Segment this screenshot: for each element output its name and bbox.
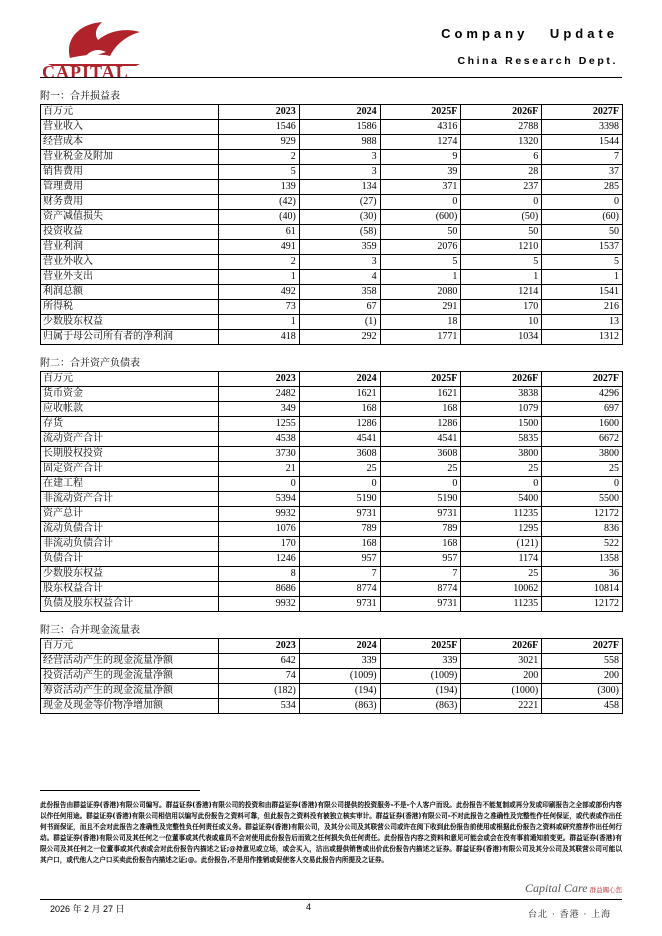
table-row	[41, 684, 623, 699]
value-cell: 168	[299, 537, 380, 552]
value-cell: 1358	[542, 552, 623, 567]
table-row	[41, 135, 623, 150]
value-cell: 5	[461, 255, 542, 270]
value-cell: 2080	[380, 285, 461, 300]
value-cell: 697	[542, 402, 623, 417]
table-header-row	[41, 639, 623, 654]
table-row	[41, 597, 623, 612]
value-cell: (121)	[461, 537, 542, 552]
row-label: 营业利润	[41, 240, 219, 255]
value-cell: (1009)	[380, 669, 461, 684]
table-row	[41, 654, 623, 669]
table-row	[41, 150, 623, 165]
table-row	[41, 285, 623, 300]
row-label: 营业外支出	[41, 270, 219, 285]
value-cell: 1541	[542, 285, 623, 300]
value-cell: 292	[299, 330, 380, 345]
value-cell: 200	[542, 669, 623, 684]
table-row	[41, 240, 623, 255]
value-cell: 359	[299, 240, 380, 255]
value-cell: 4	[299, 270, 380, 285]
logo-text: CAPITAL	[42, 62, 129, 82]
value-cell: 1174	[461, 552, 542, 567]
value-cell: 2	[219, 255, 300, 270]
row-label: 所得税	[41, 300, 219, 315]
value-cell: 18	[380, 315, 461, 330]
legal-disclaimer: 此份报告由群益证券(香港)有限公司编写。群益证券(香港)有限公司的投资和由群益证券(香港)有限公司提供的投资服务-不是-个人客户而设。此份报告不能复制或再分发或印刷报告之全部或部份内容以作任何用途。群益证券(香港)有限公司相信用以编写此份报告之资料可靠，但此报告之资料没有被独立核实审计。群益证券(香港)有限公司-不对此报告之准确性及完整性作任何保证，或代表或作出任何书面保证，而且不会对此报告之准确性及完整性负任何责任或义务。群益证券(香港)有限公司，及其分公司及其联营公司或许在阅下收到此份报告前使用或根据此份报告之资料或研究推荐作出任何行动。群益证券(香港)有限公司及其任何之一位董事或其代表或雇员不会对使用此份报告后而致之任何损失负任何责任。此份报告内容之资料和意见可能会或会在没有事前通知前变更。群益证券(香港)有限公司及其任何之一位董事或其代表或会对此份报告内描述之证;@持意见或立场，或会买入，沽出或提供销售或出价此份报告内描述之证券。群益证券(香港)有限公司及其分公司及其联营公司可能以其户口，或代他人之户口买卖此份报告内描述之证;@。此份报告,不是用作推销或促使客人交易此报告内所提及之证券。	[40, 801, 622, 864]
row-label: 负债及股东权益合计	[41, 597, 219, 612]
value-cell: 168	[380, 537, 461, 552]
section-title: 附二：合并资产负债表	[40, 358, 140, 369]
value-cell: (600)	[380, 210, 461, 225]
value-cell: 534	[219, 699, 300, 714]
row-label: 非流动负债合计	[41, 537, 219, 552]
year-header: 2023	[219, 639, 300, 654]
value-cell: 8774	[299, 582, 380, 597]
table-row	[41, 300, 623, 315]
value-cell: 0	[461, 195, 542, 210]
table-row	[41, 477, 623, 492]
value-cell: 25	[299, 462, 380, 477]
row-label: 营业外收入	[41, 255, 219, 270]
value-cell: 11235	[461, 507, 542, 522]
office-cities: 台北 · 香港 · 上海	[528, 910, 612, 920]
page-number: 4	[306, 902, 312, 912]
value-cell: 3800	[461, 447, 542, 462]
value-cell: 1537	[542, 240, 623, 255]
value-cell: 339	[299, 654, 380, 669]
table-row	[41, 507, 623, 522]
value-cell: 11235	[461, 597, 542, 612]
value-cell: 4538	[219, 432, 300, 447]
value-cell: 1	[461, 270, 542, 285]
value-cell: 5500	[542, 492, 623, 507]
income-statement-table	[40, 104, 623, 345]
value-cell: 418	[219, 330, 300, 345]
value-cell: 1621	[380, 387, 461, 402]
value-cell: 5835	[461, 432, 542, 447]
header-divider	[40, 77, 622, 78]
row-label: 固定资产合计	[41, 462, 219, 477]
value-cell: (1009)	[299, 669, 380, 684]
value-cell: 7	[299, 567, 380, 582]
value-cell: 74	[219, 669, 300, 684]
year-header: 2026F	[461, 105, 542, 120]
value-cell: 50	[461, 225, 542, 240]
year-header: 2025F	[380, 105, 461, 120]
value-cell: 7	[542, 150, 623, 165]
value-cell: 1586	[299, 120, 380, 135]
table-row	[41, 315, 623, 330]
value-cell: 285	[542, 180, 623, 195]
row-label: 流动资产合计	[41, 432, 219, 447]
value-cell: 1	[542, 270, 623, 285]
value-cell: 1544	[542, 135, 623, 150]
row-label: 长期股权投资	[41, 447, 219, 462]
table-row	[41, 462, 623, 477]
value-cell: 21	[219, 462, 300, 477]
table-row	[41, 330, 623, 345]
year-header: 2024	[299, 105, 380, 120]
row-label: 销售费用	[41, 165, 219, 180]
row-label: 归属于母公司所有者的净利润	[41, 330, 219, 345]
table-row	[41, 165, 623, 180]
value-cell: 9731	[380, 507, 461, 522]
value-cell: 2221	[461, 699, 542, 714]
value-cell: 3	[299, 165, 380, 180]
balance-sheet-table	[40, 371, 623, 612]
value-cell: 237	[461, 180, 542, 195]
value-cell: 10814	[542, 582, 623, 597]
value-cell: 0	[380, 195, 461, 210]
value-cell: (1)	[299, 315, 380, 330]
value-cell: 1	[219, 315, 300, 330]
value-cell: 0	[542, 477, 623, 492]
row-label: 在建工程	[41, 477, 219, 492]
unit-label: 百万元	[41, 372, 219, 387]
value-cell: 9731	[299, 507, 380, 522]
year-header: 2024	[299, 639, 380, 654]
year-header: 2027F	[542, 372, 623, 387]
value-cell: 5	[542, 255, 623, 270]
value-cell: 37	[542, 165, 623, 180]
value-cell: 558	[542, 654, 623, 669]
value-cell: 5394	[219, 492, 300, 507]
table-row	[41, 402, 623, 417]
table-row	[41, 120, 623, 135]
value-cell: 2	[219, 150, 300, 165]
value-cell: 13	[542, 315, 623, 330]
value-cell: 1600	[542, 417, 623, 432]
year-header: 2023	[219, 105, 300, 120]
footnote-divider	[40, 790, 200, 791]
year-header: 2025F	[380, 639, 461, 654]
row-label: 筹资活动产生的现金流量净额	[41, 684, 219, 699]
value-cell: 170	[461, 300, 542, 315]
table-row	[41, 225, 623, 240]
value-cell: (42)	[219, 195, 300, 210]
value-cell: 836	[542, 522, 623, 537]
row-label: 投资活动产生的现金流量净额	[41, 669, 219, 684]
section-title: 附一：合并损益表	[40, 91, 120, 102]
table-header-row	[41, 372, 623, 387]
value-cell: 1	[219, 270, 300, 285]
table-row	[41, 432, 623, 447]
value-cell: 3608	[299, 447, 380, 462]
table-row	[41, 492, 623, 507]
value-cell: (50)	[461, 210, 542, 225]
value-cell: 1274	[380, 135, 461, 150]
value-cell: 1286	[380, 417, 461, 432]
row-label: 经营成本	[41, 135, 219, 150]
table-row	[41, 180, 623, 195]
value-cell: 8774	[380, 582, 461, 597]
value-cell: 9	[380, 150, 461, 165]
year-header: 2024	[299, 372, 380, 387]
row-label: 投资收益	[41, 225, 219, 240]
cash-flow-table	[40, 638, 623, 714]
value-cell: 170	[219, 537, 300, 552]
value-cell: 349	[219, 402, 300, 417]
unit-label: 百万元	[41, 105, 219, 120]
value-cell: 957	[299, 552, 380, 567]
value-cell: (194)	[299, 684, 380, 699]
value-cell: 1246	[219, 552, 300, 567]
value-cell: 491	[219, 240, 300, 255]
value-cell: (300)	[542, 684, 623, 699]
value-cell: 39	[380, 165, 461, 180]
value-cell: 3838	[461, 387, 542, 402]
value-cell: 5	[219, 165, 300, 180]
year-header: 2023	[219, 372, 300, 387]
value-cell: (58)	[299, 225, 380, 240]
section-title: 附三：合并现金流量表	[40, 625, 140, 636]
value-cell: 9731	[380, 597, 461, 612]
value-cell: 134	[299, 180, 380, 195]
value-cell: 6	[461, 150, 542, 165]
department-subtitle: China Research Dept.	[457, 55, 618, 67]
table-row	[41, 195, 623, 210]
year-header: 2025F	[380, 372, 461, 387]
value-cell: 61	[219, 225, 300, 240]
value-cell: 2076	[380, 240, 461, 255]
value-cell: 9932	[219, 507, 300, 522]
year-header: 2027F	[542, 105, 623, 120]
value-cell: 3398	[542, 120, 623, 135]
value-cell: (194)	[380, 684, 461, 699]
value-cell: 2788	[461, 120, 542, 135]
row-label: 非流动资产合计	[41, 492, 219, 507]
row-label: 利润总额	[41, 285, 219, 300]
value-cell: 371	[380, 180, 461, 195]
value-cell: 0	[299, 477, 380, 492]
value-cell: (863)	[380, 699, 461, 714]
value-cell: 1079	[461, 402, 542, 417]
value-cell: 1771	[380, 330, 461, 345]
table-row	[41, 387, 623, 402]
brand-cn: 群益關心您	[589, 887, 623, 894]
value-cell: 7	[380, 567, 461, 582]
table-row	[41, 699, 623, 714]
value-cell: 339	[380, 654, 461, 669]
value-cell: 1295	[461, 522, 542, 537]
value-cell: 1500	[461, 417, 542, 432]
value-cell: 8	[219, 567, 300, 582]
value-cell: 1	[380, 270, 461, 285]
value-cell: 216	[542, 300, 623, 315]
year-header: 2026F	[461, 372, 542, 387]
brand-name: Capital Care	[525, 881, 588, 895]
table-row	[41, 552, 623, 567]
value-cell: 492	[219, 285, 300, 300]
table-row	[41, 567, 623, 582]
value-cell: 3800	[542, 447, 623, 462]
table-header-row	[41, 105, 623, 120]
value-cell: 1214	[461, 285, 542, 300]
report-type-title: Company Update	[441, 26, 618, 41]
value-cell: 25	[380, 462, 461, 477]
value-cell: 12172	[542, 597, 623, 612]
value-cell: 1546	[219, 120, 300, 135]
value-cell: (182)	[219, 684, 300, 699]
value-cell: 25	[461, 567, 542, 582]
value-cell: (60)	[542, 210, 623, 225]
row-label: 经营活动产生的现金流量净额	[41, 654, 219, 669]
value-cell: 291	[380, 300, 461, 315]
row-label: 少数股东权益	[41, 567, 219, 582]
year-header: 2027F	[542, 639, 623, 654]
report-date: 2026 年 2 月 27 日	[50, 904, 125, 914]
value-cell: (1000)	[461, 684, 542, 699]
row-label: 股东权益合计	[41, 582, 219, 597]
value-cell: 36	[542, 567, 623, 582]
value-cell: 0	[542, 195, 623, 210]
value-cell: 1312	[542, 330, 623, 345]
value-cell: 10062	[461, 582, 542, 597]
value-cell: 5190	[299, 492, 380, 507]
value-cell: 957	[380, 552, 461, 567]
value-cell: 0	[461, 477, 542, 492]
value-cell: 5400	[461, 492, 542, 507]
value-cell: 168	[380, 402, 461, 417]
value-cell: 50	[380, 225, 461, 240]
value-cell: 5190	[380, 492, 461, 507]
value-cell: 1286	[299, 417, 380, 432]
row-label: 负债合计	[41, 552, 219, 567]
value-cell: 929	[219, 135, 300, 150]
value-cell: 4541	[299, 432, 380, 447]
value-cell: 50	[542, 225, 623, 240]
row-label: 应收帐款	[41, 402, 219, 417]
value-cell: 3730	[219, 447, 300, 462]
value-cell: 4541	[380, 432, 461, 447]
income-statement-section	[40, 91, 622, 345]
value-cell: 789	[299, 522, 380, 537]
value-cell: 25	[542, 462, 623, 477]
value-cell: 1034	[461, 330, 542, 345]
value-cell: 3021	[461, 654, 542, 669]
value-cell: 0	[219, 477, 300, 492]
table-row	[41, 210, 623, 225]
value-cell: 1210	[461, 240, 542, 255]
balance-sheet-section	[40, 358, 622, 612]
value-cell: 458	[542, 699, 623, 714]
table-row	[41, 522, 623, 537]
row-label: 营业收入	[41, 120, 219, 135]
table-row	[41, 582, 623, 597]
value-cell: 1076	[219, 522, 300, 537]
value-cell: (40)	[219, 210, 300, 225]
value-cell: 5	[380, 255, 461, 270]
table-row	[41, 669, 623, 684]
value-cell: 2482	[219, 387, 300, 402]
row-label: 资产总计	[41, 507, 219, 522]
value-cell: 10	[461, 315, 542, 330]
cash-flow-section	[40, 625, 622, 714]
brand-signature	[525, 881, 622, 896]
value-cell: 200	[461, 669, 542, 684]
unit-label: 百万元	[41, 639, 219, 654]
value-cell: 25	[461, 462, 542, 477]
value-cell: 3	[299, 150, 380, 165]
table-row	[41, 270, 623, 285]
table-row	[41, 537, 623, 552]
value-cell: 3608	[380, 447, 461, 462]
value-cell: 522	[542, 537, 623, 552]
value-cell: 139	[219, 180, 300, 195]
table-row	[41, 447, 623, 462]
value-cell: 9731	[299, 597, 380, 612]
row-label: 存货	[41, 417, 219, 432]
row-label: 资产减值损失	[41, 210, 219, 225]
value-cell: 9932	[219, 597, 300, 612]
value-cell: 1255	[219, 417, 300, 432]
value-cell: 28	[461, 165, 542, 180]
value-cell: 988	[299, 135, 380, 150]
value-cell: (27)	[299, 195, 380, 210]
row-label: 营业税金及附加	[41, 150, 219, 165]
value-cell: (863)	[299, 699, 380, 714]
value-cell: (30)	[299, 210, 380, 225]
value-cell: 4296	[542, 387, 623, 402]
row-label: 现金及现金等价物净增加额	[41, 699, 219, 714]
value-cell: 8686	[219, 582, 300, 597]
value-cell: 0	[380, 477, 461, 492]
year-header: 2026F	[461, 639, 542, 654]
row-label: 货币资金	[41, 387, 219, 402]
value-cell: 1320	[461, 135, 542, 150]
value-cell: 168	[299, 402, 380, 417]
value-cell: 67	[299, 300, 380, 315]
value-cell: 1621	[299, 387, 380, 402]
value-cell: 12172	[542, 507, 623, 522]
value-cell: 4316	[380, 120, 461, 135]
value-cell: 358	[299, 285, 380, 300]
row-label: 管理费用	[41, 180, 219, 195]
value-cell: 3	[299, 255, 380, 270]
table-row	[41, 255, 623, 270]
value-cell: 789	[380, 522, 461, 537]
value-cell: 6672	[542, 432, 623, 447]
footer-divider	[40, 899, 622, 900]
row-label: 少数股东权益	[41, 315, 219, 330]
value-cell: 642	[219, 654, 300, 669]
row-label: 流动负债合计	[41, 522, 219, 537]
table-row	[41, 417, 623, 432]
value-cell: 73	[219, 300, 300, 315]
row-label: 财务费用	[41, 195, 219, 210]
